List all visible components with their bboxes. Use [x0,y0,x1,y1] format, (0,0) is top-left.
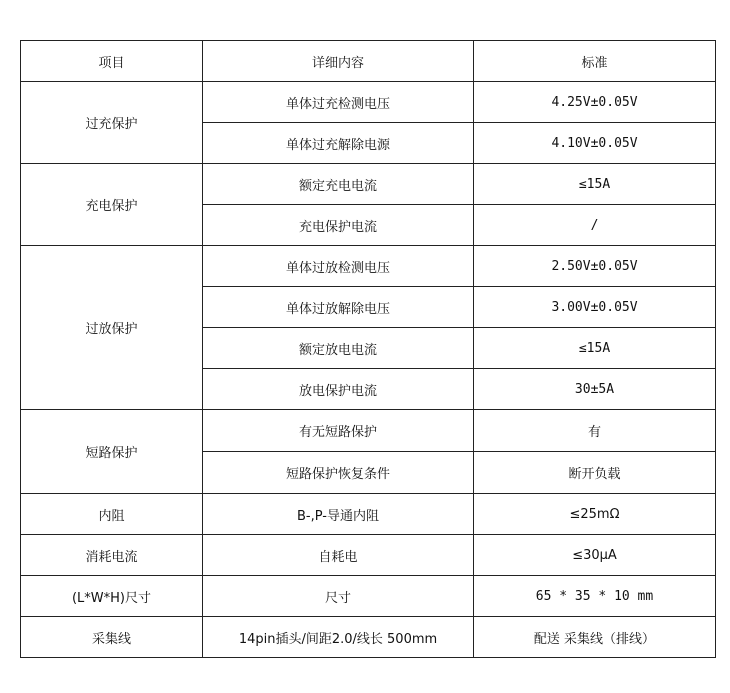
row-detail: 放电保护电流 [203,369,474,410]
row-standard: ≤30μA [474,535,716,576]
row-detail: 14pin插头/间距2.0/线长 500mm [203,617,474,658]
group-overdischarge: 过放保护 [21,246,203,410]
table-row [21,576,716,617]
table-row [21,494,716,535]
row-detail: 单体过放检测电压 [203,246,474,287]
row-detail: 额定放电电流 [203,328,474,369]
row-standard: ≤15A [474,328,716,369]
table-row [21,617,716,658]
row-standard: 65 * 35 * 10 mm [474,576,716,617]
row-detail: 短路保护恢复条件 [203,452,474,494]
group-charge: 充电保护 [21,164,203,246]
table-row [21,535,716,576]
row-detail: 单体过充检测电压 [203,82,474,123]
row-standard: 2.50V±0.05V [474,246,716,287]
table-row [21,246,716,287]
row-detail: 自耗电 [203,535,474,576]
row-detail: 单体过放解除电压 [203,287,474,328]
table-row [21,410,716,452]
row-detail: B-,P-导通内阻 [203,494,474,535]
row-standard: 有 [474,410,716,452]
row-detail: 充电保护电流 [203,205,474,246]
group-size: (L*W*H)尺寸 [21,576,203,617]
row-standard: 4.25V±0.05V [474,82,716,123]
row-standard: / [474,205,716,246]
row-standard: 3.00V±0.05V [474,287,716,328]
group-resistance: 内阻 [21,494,203,535]
table-row [21,164,716,205]
table-header-row [21,41,716,82]
row-detail: 额定充电电流 [203,164,474,205]
header-detail: 详细内容 [203,41,474,82]
row-detail: 尺寸 [203,576,474,617]
group-overcharge: 过充保护 [21,82,203,164]
row-detail: 单体过充解除电源 [203,123,474,164]
row-standard: 30±5A [474,369,716,410]
row-standard: ≤25mΩ [474,494,716,535]
group-wire: 采集线 [21,617,203,658]
group-short: 短路保护 [21,410,203,494]
row-standard: 配送 采集线（排线） [474,617,716,658]
group-consumption: 消耗电流 [21,535,203,576]
spec-table [20,40,716,658]
header-standard: 标准 [474,41,716,82]
row-standard: 断开负载 [474,452,716,494]
header-item: 项目 [21,41,203,82]
row-standard: 4.10V±0.05V [474,123,716,164]
table-row [21,82,716,123]
row-standard: ≤15A [474,164,716,205]
row-detail: 有无短路保护 [203,410,474,452]
